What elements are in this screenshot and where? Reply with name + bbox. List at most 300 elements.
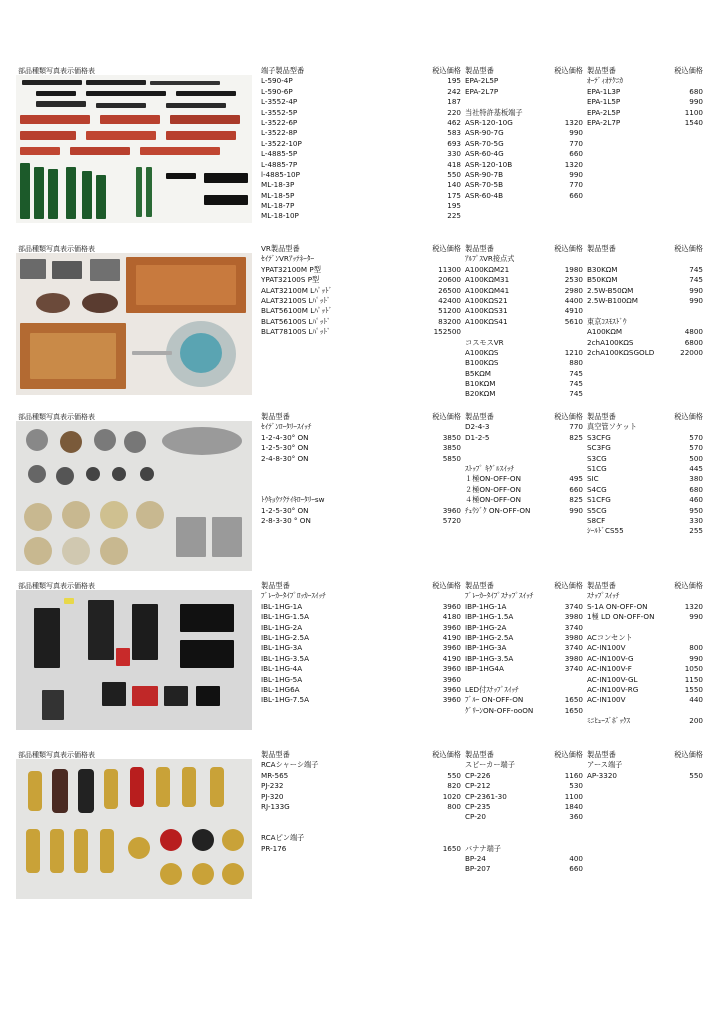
product-price: 5850 [442, 453, 461, 463]
table-row [465, 191, 583, 201]
table-row [261, 464, 461, 474]
product-price: 825 [569, 495, 583, 505]
col3-header: 製品型番 [587, 244, 616, 253]
table-row [587, 664, 703, 674]
table-row [587, 317, 703, 327]
product-name: ASR-60-4G [465, 149, 504, 159]
table-row [261, 87, 461, 97]
product-price: 2980 [564, 285, 583, 295]
product-name: ML-18-5P [261, 190, 295, 200]
product-price: 660 [569, 149, 583, 159]
table-row [261, 306, 461, 316]
col3-header: 製品型番 [587, 66, 616, 75]
product-name: L-3552-4P [261, 97, 298, 107]
section-label: 部品種類写真表示価格表 [18, 245, 95, 253]
product-name: IBL-1HG-2A [261, 622, 303, 632]
product-name: L-3522-8P [261, 128, 298, 138]
product-price: 800 [447, 801, 461, 811]
product-price: 745 [569, 389, 583, 399]
product-name: ｽﾅｯﾌﾟｽｲｯﾁ [587, 591, 620, 601]
table-row [261, 286, 461, 296]
table-row [587, 454, 703, 464]
table-row [465, 506, 583, 516]
product-price: 225 [447, 211, 461, 221]
table-row [261, 191, 461, 201]
product-price: 3740 [564, 622, 583, 632]
price-header: 税込価格 [432, 412, 461, 421]
table-row [465, 664, 583, 674]
table-row [465, 823, 583, 833]
product-name: l-4885-10P [261, 169, 300, 179]
price-header: 税込価格 [432, 750, 461, 759]
product-name: ASR-70-5B [465, 180, 504, 190]
col1-header: 製品型番 [261, 581, 290, 590]
table-row [587, 348, 703, 358]
product-price: 26500 [438, 285, 461, 295]
col1 [261, 66, 461, 222]
product-name: IBP-1HG-2.5A [465, 632, 514, 642]
product-name: 1極 LD ON-OFF-ON [587, 612, 655, 622]
table-row [587, 526, 703, 536]
product-price: 51200 [438, 306, 461, 316]
price-header: 税込価格 [554, 244, 583, 253]
product-name: 2-4-8-30° ON [261, 453, 309, 463]
product-name: BLAT56100S Lﾊﾟｯﾄﾞ [261, 316, 331, 326]
table-row [261, 612, 461, 622]
table-row [261, 454, 461, 464]
col2 [465, 412, 583, 516]
product-price: 1100 [564, 791, 583, 801]
table-row [465, 695, 583, 705]
product-name: ﾄｳｷｮｳｿｸﾃｲｷﾛｰﾀﾘｰsw [261, 495, 325, 505]
product-price: 950 [689, 505, 703, 515]
table-row [465, 422, 583, 432]
table-row [465, 771, 583, 781]
product-name: 1-2-5-30° ON [261, 443, 309, 453]
table-row [587, 516, 703, 526]
table-row [261, 149, 461, 159]
product-price: 1050 [684, 664, 703, 674]
product-name: L-4885-5P [261, 149, 298, 159]
table-row [465, 464, 583, 474]
product-price: 550 [689, 770, 703, 780]
product-name: ４極ON-OFF-ON [465, 495, 521, 505]
table-row [587, 591, 703, 601]
table-row [465, 160, 583, 170]
table-row [261, 654, 461, 664]
product-name: 2-8-3-30 ° ON [261, 515, 311, 525]
col1-header: 製品型番 [261, 750, 290, 759]
product-name: S8CF [587, 515, 606, 525]
table-row [465, 76, 583, 86]
product-price: 1540 [684, 117, 703, 127]
table-row [465, 792, 583, 802]
product-name: IBP-1HG-2A [465, 622, 507, 632]
product-price: 990 [689, 285, 703, 295]
attenuator-photo [16, 253, 252, 395]
price-header: 税込価格 [432, 66, 461, 75]
table-row [261, 495, 461, 505]
product-price: 42400 [438, 295, 461, 305]
product-name: AC-IN100V [587, 643, 626, 653]
table-row [587, 643, 703, 653]
table-row [587, 474, 703, 484]
col2-header: 製品型番 [465, 412, 494, 421]
product-price: 1650 [442, 843, 461, 853]
product-name: D2-4-3 [465, 422, 490, 432]
col3 [587, 750, 703, 781]
product-price: 745 [689, 264, 703, 274]
table-row [261, 422, 461, 432]
product-price: 1650 [564, 695, 583, 705]
table-row [587, 685, 703, 695]
product-price: 570 [689, 443, 703, 453]
product-name: IBL-1HG-2.5A [261, 632, 310, 642]
table-row [465, 675, 583, 685]
product-price: 2530 [564, 275, 583, 285]
product-name: BLAT56100M Lﾊﾟｯﾄﾞ [261, 306, 333, 316]
product-price: 220 [447, 107, 461, 117]
product-name: CP-212 [465, 781, 491, 791]
col1 [261, 581, 461, 706]
product-name: RCAシャーシ端子 [261, 760, 319, 770]
table-row [587, 485, 703, 495]
product-name: SC3FG [587, 443, 611, 453]
product-price: 445 [689, 463, 703, 473]
product-name: YPAT32100S P型 [261, 275, 320, 285]
table-row [465, 348, 583, 358]
table-row [465, 97, 583, 107]
product-name: ASR-90-7B [465, 169, 504, 179]
product-name: ML-18-7P [261, 201, 295, 211]
col1-header: 製品型番 [261, 412, 290, 421]
table-row [587, 654, 703, 664]
product-name: A100KΩS21 [465, 295, 508, 305]
product-price: 770 [569, 422, 583, 432]
product-price: 3960 [442, 674, 461, 684]
table-row [261, 760, 461, 770]
product-name: ﾐﾆﾋｭｰｽﾞﾎﾞｯｸｽ [587, 716, 631, 726]
table-row [261, 317, 461, 327]
col2 [465, 581, 583, 716]
table-row [587, 771, 703, 781]
product-name: ﾌﾞﾚｰｶｰﾀｲﾌﾟｽﾅｯﾌﾟｽｲｯﾁ [465, 591, 534, 601]
table-row [465, 389, 583, 399]
product-price: 3980 [564, 632, 583, 642]
table-row [587, 675, 703, 685]
table-row [261, 296, 461, 306]
table-row [261, 327, 461, 337]
table-row [465, 286, 583, 296]
product-price: 1550 [684, 684, 703, 694]
col2 [465, 244, 583, 400]
product-price: 1320 [564, 159, 583, 169]
terminal-strips-photo [16, 75, 252, 223]
switches-sockets-photo [16, 421, 252, 571]
product-name: S1CFG [587, 495, 611, 505]
table-row [587, 612, 703, 622]
product-price: 20600 [438, 275, 461, 285]
table-row [261, 139, 461, 149]
product-name: ｱﾙﾌﾟｽVR接点式 [465, 254, 515, 264]
table-row [587, 118, 703, 128]
product-name: IBL-1HG-1.5A [261, 612, 310, 622]
product-name: IBP-1HG-3A [465, 643, 507, 653]
table-row [261, 275, 461, 285]
product-name: ２極ON-OFF-ON [465, 484, 521, 494]
product-price: 990 [689, 653, 703, 663]
product-name: A100KΩS31 [465, 306, 508, 316]
col2 [465, 66, 583, 201]
product-price: 1210 [564, 347, 583, 357]
product-price: 990 [569, 505, 583, 515]
table-row [587, 433, 703, 443]
table-row [465, 781, 583, 791]
table-row [587, 275, 703, 285]
product-name: IBP-1HG4A [465, 664, 504, 674]
table-row [587, 327, 703, 337]
table-row [587, 506, 703, 516]
product-name: CP-226 [465, 770, 491, 780]
product-price: 3960 [442, 643, 461, 653]
product-name: ALAT32100M Lﾊﾟｯﾄﾞ [261, 285, 333, 295]
table-row [465, 802, 583, 812]
product-price: 990 [689, 612, 703, 622]
product-name: 当社特許基板端子 [465, 107, 523, 117]
product-name: PJ-232 [261, 781, 284, 791]
product-price: 570 [689, 432, 703, 442]
product-name: RCAピン端子 [261, 833, 305, 843]
product-name: IBL-1HG-5A [261, 674, 303, 684]
price-header: 税込価格 [674, 750, 703, 759]
table-row [465, 306, 583, 316]
table-row [261, 474, 461, 484]
product-price: 1980 [564, 264, 583, 274]
table-row [465, 369, 583, 379]
product-price: 3740 [564, 643, 583, 653]
table-row [465, 602, 583, 612]
table-row [465, 128, 583, 138]
product-name: BLAT78100S Lﾊﾟｯﾄﾞ [261, 327, 331, 337]
col1-header: VR製品型番 [261, 244, 300, 253]
table-row [261, 685, 461, 695]
product-price: 242 [447, 86, 461, 96]
product-name: IBL-1HG6A [261, 684, 300, 694]
product-price: 1160 [564, 770, 583, 780]
product-name: D1-2-5 [465, 432, 490, 442]
price-header: 税込価格 [554, 750, 583, 759]
product-name: バナナ端子 [465, 843, 501, 853]
table-row [465, 474, 583, 484]
product-price: 3850 [442, 443, 461, 453]
section-label: 部品種類写真表示価格表 [18, 582, 95, 590]
table-row [261, 643, 461, 653]
product-price: 1100 [684, 107, 703, 117]
table-row [587, 296, 703, 306]
product-price: 3960 [442, 684, 461, 694]
product-name: CP-235 [465, 801, 491, 811]
table-row [261, 812, 461, 822]
product-price: 745 [569, 368, 583, 378]
product-name: A100KΩM41 [465, 285, 510, 295]
product-price: 820 [447, 781, 461, 791]
product-price: 4190 [442, 632, 461, 642]
table-row [261, 76, 461, 86]
table-row [261, 170, 461, 180]
table-row [261, 485, 461, 495]
product-price: 6800 [684, 337, 703, 347]
product-price: 195 [447, 201, 461, 211]
product-name: B10KΩM [465, 379, 496, 389]
table-row [465, 633, 583, 643]
product-name: 1-2-4-30° ON [261, 432, 309, 442]
product-name: コスモスVR [465, 337, 504, 347]
product-price: 583 [447, 128, 461, 138]
product-price: 380 [689, 474, 703, 484]
table-row [465, 623, 583, 633]
product-name: A100KΩM21 [465, 264, 510, 274]
product-name: B5KΩM [465, 368, 491, 378]
product-name: EPA-2L5P [587, 107, 621, 117]
table-row [465, 327, 583, 337]
product-name: ML-18-3P [261, 180, 295, 190]
product-price: 550 [447, 770, 461, 780]
product-name: ASR-120-10B [465, 159, 513, 169]
table-row [261, 201, 461, 211]
table-row [465, 139, 583, 149]
table-row [465, 170, 583, 180]
product-name: AC-IN100V-GL [587, 674, 638, 684]
product-name: LED付ｽﾅｯﾌﾟｽｲｯﾁ [465, 684, 519, 694]
col3 [587, 581, 703, 726]
table-row [261, 160, 461, 170]
product-name: BP-207 [465, 864, 491, 874]
product-name: ALAT32100S Lﾊﾟｯﾄﾞ [261, 295, 331, 305]
product-price: 330 [447, 149, 461, 159]
product-name: IBL-1HG-1A [261, 601, 303, 611]
col3 [587, 244, 703, 358]
product-price: 3960 [442, 622, 461, 632]
product-name: ﾌﾞﾙｰ ON-OFF-ON [465, 695, 524, 705]
product-name: IBL-1HG-4A [261, 664, 303, 674]
product-price: 3960 [442, 695, 461, 705]
product-price: 3980 [564, 612, 583, 622]
price-header: 税込価格 [674, 412, 703, 421]
table-row [261, 506, 461, 516]
product-name: B50KΩM [587, 275, 618, 285]
table-row [587, 254, 703, 264]
product-name: AC-IN100V-G [587, 653, 634, 663]
product-name: CP-2361-30 [465, 791, 507, 801]
product-price: 530 [569, 781, 583, 791]
product-name: AC-IN100V-F [587, 664, 632, 674]
table-row [465, 495, 583, 505]
product-name: IBP-1HG-3.5A [465, 653, 514, 663]
product-price: 4180 [442, 612, 461, 622]
product-price: 880 [569, 358, 583, 368]
table-row [261, 254, 461, 264]
table-row [465, 485, 583, 495]
table-row [261, 802, 461, 812]
product-price: 1020 [442, 791, 461, 801]
product-price: 1840 [564, 801, 583, 811]
product-price: 187 [447, 97, 461, 107]
price-header: 税込価格 [432, 581, 461, 590]
table-row [261, 781, 461, 791]
product-name: ﾌﾞﾚｰｶｰﾀｲﾌﾟﾛｯｶｰｽｲｯﾁ [261, 591, 326, 601]
product-price: 1320 [564, 117, 583, 127]
table-row [465, 149, 583, 159]
table-row [261, 211, 461, 221]
col2-header: 製品型番 [465, 66, 494, 75]
product-price: 3740 [564, 601, 583, 611]
product-price: 3960 [442, 601, 461, 611]
product-price: 4910 [564, 306, 583, 316]
product-price: 3960 [442, 664, 461, 674]
product-price: 152500 [433, 327, 461, 337]
product-price: 4190 [442, 653, 461, 663]
table-row [465, 87, 583, 97]
col2 [465, 750, 583, 875]
table-row [587, 706, 703, 716]
product-price: 195 [447, 76, 461, 86]
table-row [465, 812, 583, 822]
table-row [587, 306, 703, 316]
product-name: ｽﾄｯﾌﾟ ｷｸﾞﾙｽｲｯﾁ [465, 463, 515, 473]
table-row [465, 854, 583, 864]
table-row [261, 591, 461, 601]
table-row [465, 844, 583, 854]
col1 [261, 244, 461, 338]
table-row [465, 443, 583, 453]
product-name: 2.5W-B50ΩM [587, 285, 634, 295]
product-name: IBP-1HG-1A [465, 601, 507, 611]
product-name: S5CG [587, 505, 607, 515]
table-row [587, 422, 703, 432]
product-price: 360 [569, 812, 583, 822]
section-label: 部品種類写真表示価格表 [18, 751, 95, 759]
table-row [261, 823, 461, 833]
table-row [261, 771, 461, 781]
price-header: 税込価格 [674, 581, 703, 590]
product-name: ASR-120-10G [465, 117, 513, 127]
section-label: 部品種類写真表示価格表 [18, 67, 95, 75]
product-name: A100KΩM31 [465, 275, 510, 285]
product-name: EPA-2L5P [465, 76, 499, 86]
table-row [587, 108, 703, 118]
product-name: A100KΩS [465, 347, 499, 357]
table-row [587, 695, 703, 705]
table-row [587, 495, 703, 505]
product-name: AC-IN100V-RG [587, 684, 639, 694]
table-row [465, 317, 583, 327]
table-row [465, 612, 583, 622]
table-row [261, 695, 461, 705]
table-row [261, 833, 461, 843]
product-price: 693 [447, 138, 461, 148]
product-name: EPA-1L3P [587, 86, 621, 96]
table-row [465, 379, 583, 389]
product-price: 990 [689, 97, 703, 107]
product-price: 22000 [680, 347, 703, 357]
product-name: IBP-1HG-1.5A [465, 612, 514, 622]
product-name: ASR-60-4B [465, 190, 504, 200]
table-row [261, 443, 461, 453]
col3 [587, 66, 703, 128]
product-name: ASR-90-7G [465, 128, 504, 138]
price-header: 税込価格 [554, 412, 583, 421]
product-name: EPA-2L7P [465, 86, 499, 96]
